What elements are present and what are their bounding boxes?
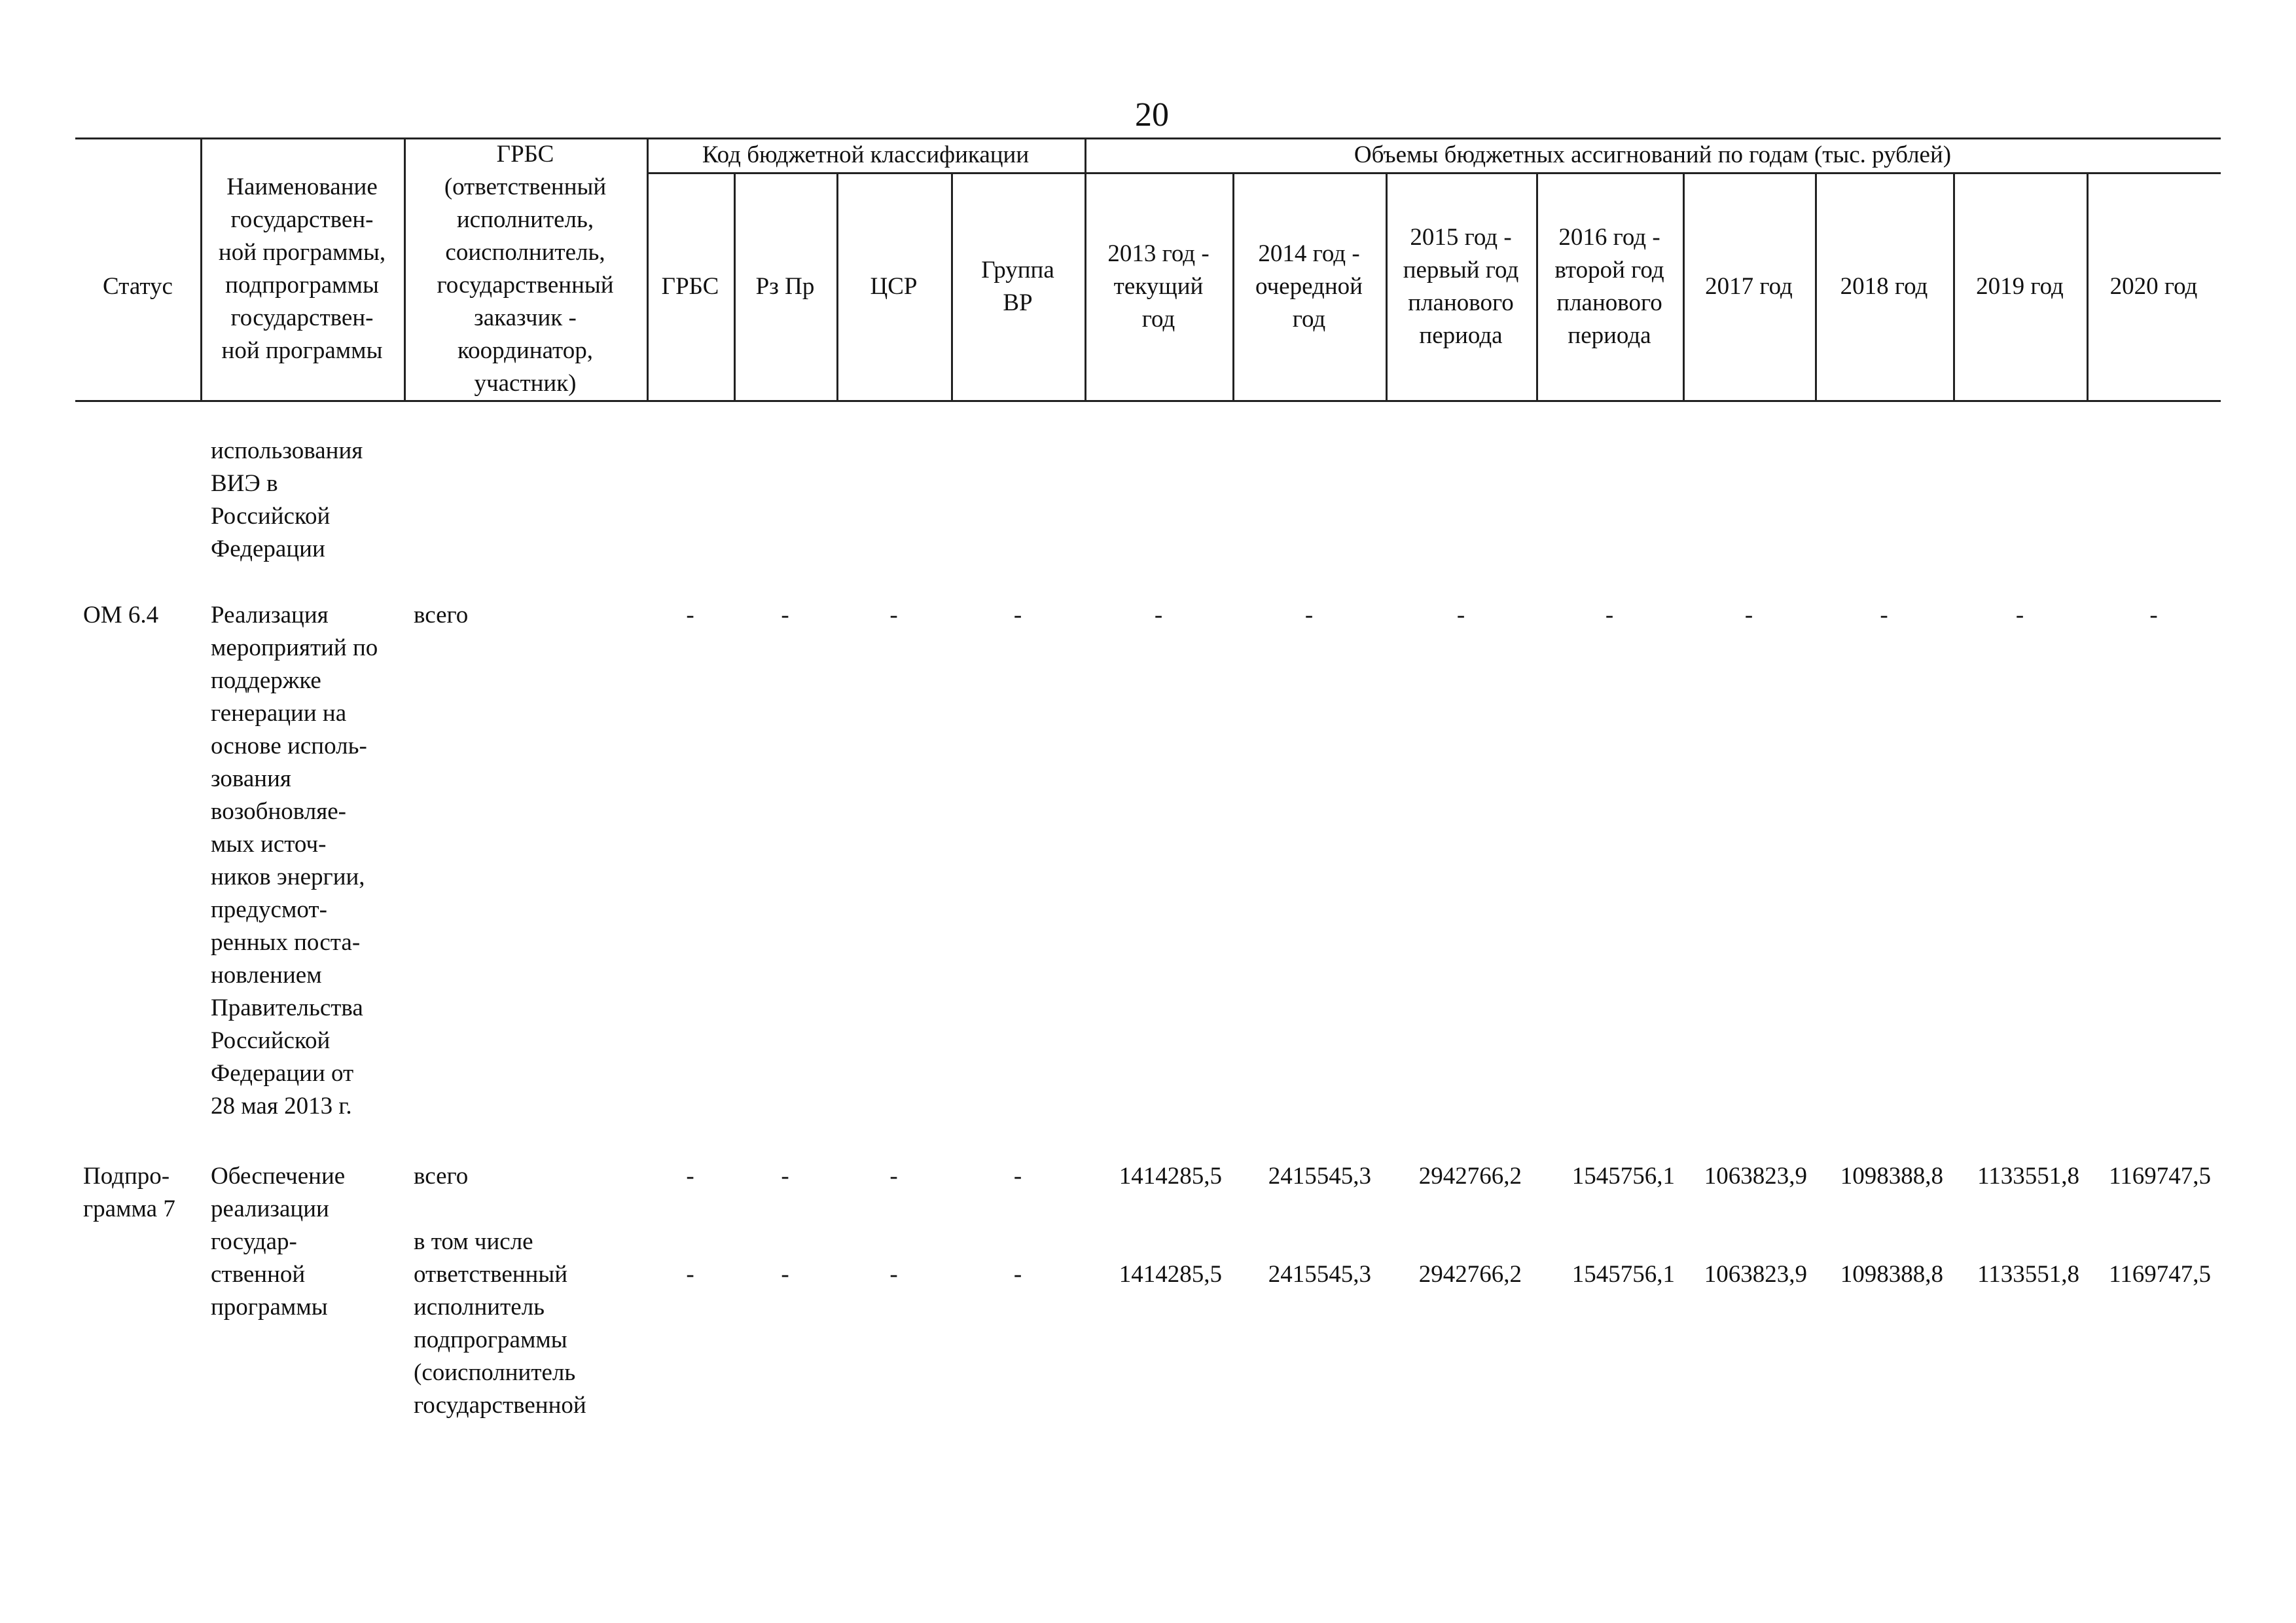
table-cell: - <box>2015 602 2024 629</box>
table-cell: - <box>1456 602 1465 629</box>
header-budget-code-group: Код бюджетной классификации <box>702 141 1030 168</box>
row-sp7-name: Обеспечение реализации государ- ственной программы <box>211 1163 346 1321</box>
header-col-2019: 2019 год <box>1976 273 2064 300</box>
header-bottom-rule <box>75 400 2221 402</box>
table-cell: 1414285,5 <box>1119 1261 1222 1288</box>
table-cell: 1414285,5 <box>1119 1163 1222 1190</box>
header-col-2017: 2017 год <box>1705 273 1793 300</box>
table-cell: 1133551,8 <box>1977 1163 2079 1190</box>
table-cell: - <box>1605 602 1614 629</box>
table-cell: - <box>889 1163 898 1190</box>
header-col-2014: 2014 год - очередной год <box>1255 240 1363 333</box>
table-cell: - <box>781 1261 789 1288</box>
header-name: Наименование государствен- ной программы, подпрограммы государствен- ной программы <box>218 173 386 364</box>
header-grbs-responsible: ГРБС (ответственный исполнитель, соисполнитель, государственный заказчик - координатор, участник) <box>437 141 614 397</box>
table-cell: 2415545,3 <box>1268 1261 1371 1288</box>
row-sp7-status: Подпро- грамма 7 <box>83 1163 175 1222</box>
table-cell: 1169747,5 <box>2109 1261 2211 1288</box>
row-continuation-name: использования ВИЭ в Российской Федерации <box>211 437 363 562</box>
row-om64-name: Реализация мероприятий по поддержке генерации на основе исполь- зования возобновляе- мых источ- ников энергии, предусмот- ренных поста- новлением Правительства Российской Федерации от 28 мая 2013 г. <box>211 602 378 1120</box>
table-cell: 1133551,8 <box>1977 1261 2079 1288</box>
header-group-rule <box>647 172 2221 174</box>
table-cell: - <box>889 1261 898 1288</box>
header-col-2016: 2016 год - второй год планового периода <box>1554 224 1664 349</box>
row-om64-grbs: всего <box>414 602 469 629</box>
table-cell: - <box>686 602 694 629</box>
header-col-2020: 2020 год <box>2109 273 2198 300</box>
header-col-2015: 2015 год - первый год планового периода <box>1403 224 1519 349</box>
table-cell: - <box>889 602 898 629</box>
row-om64-status: ОМ 6.4 <box>83 602 159 629</box>
table-cell: 1063823,9 <box>1704 1163 1807 1190</box>
table-cell: 2942766,2 <box>1418 1163 1522 1190</box>
col-divider <box>647 137 649 401</box>
header-col-csr: ЦСР <box>870 273 918 300</box>
table-cell: 1098388,8 <box>1840 1261 1943 1288</box>
table-cell: - <box>686 1163 694 1190</box>
table-cell: - <box>2149 602 2158 629</box>
table-cell: - <box>686 1261 694 1288</box>
table-cell: - <box>1154 602 1163 629</box>
table-cell: - <box>1304 602 1314 629</box>
table-cell: 2942766,2 <box>1418 1261 1522 1288</box>
header-col-group-vr: Группа ВР <box>981 257 1054 316</box>
table-cell: 1169747,5 <box>2109 1163 2211 1190</box>
table-cell: 1063823,9 <box>1704 1261 1807 1288</box>
header-budget-volumes-group: Объемы бюджетных ассигнований по годам (тыс. рублей) <box>1354 141 1952 168</box>
header-col-grbs: ГРБС <box>661 273 719 300</box>
table-cell: 1098388,8 <box>1840 1163 1943 1190</box>
header-col-2013: 2013 год - текущий год <box>1107 240 1210 333</box>
row-sp7-responsible-grbs: в том числе ответственный исполнитель подпрограммы (соисполнитель государственной <box>414 1228 586 1419</box>
header-status: Статус <box>103 273 173 300</box>
table-cell: - <box>1013 1163 1022 1190</box>
header-col-rzpr: Рз Пр <box>755 273 815 300</box>
table-cell: 1545756,1 <box>1571 1163 1675 1190</box>
table-cell: 1545756,1 <box>1571 1261 1675 1288</box>
table-cell: - <box>781 1163 789 1190</box>
table-cell: - <box>1013 1261 1022 1288</box>
table-cell: 2415545,3 <box>1268 1163 1371 1190</box>
table-cell: - <box>1880 602 1888 629</box>
table-cell: - <box>1013 602 1022 629</box>
table-cell: - <box>1744 602 1753 629</box>
table-cell: - <box>781 602 789 629</box>
header-col-2018: 2018 год <box>1840 273 1928 300</box>
page-number: 20 <box>1135 96 1169 134</box>
row-sp7-total-grbs: всего <box>414 1163 469 1190</box>
